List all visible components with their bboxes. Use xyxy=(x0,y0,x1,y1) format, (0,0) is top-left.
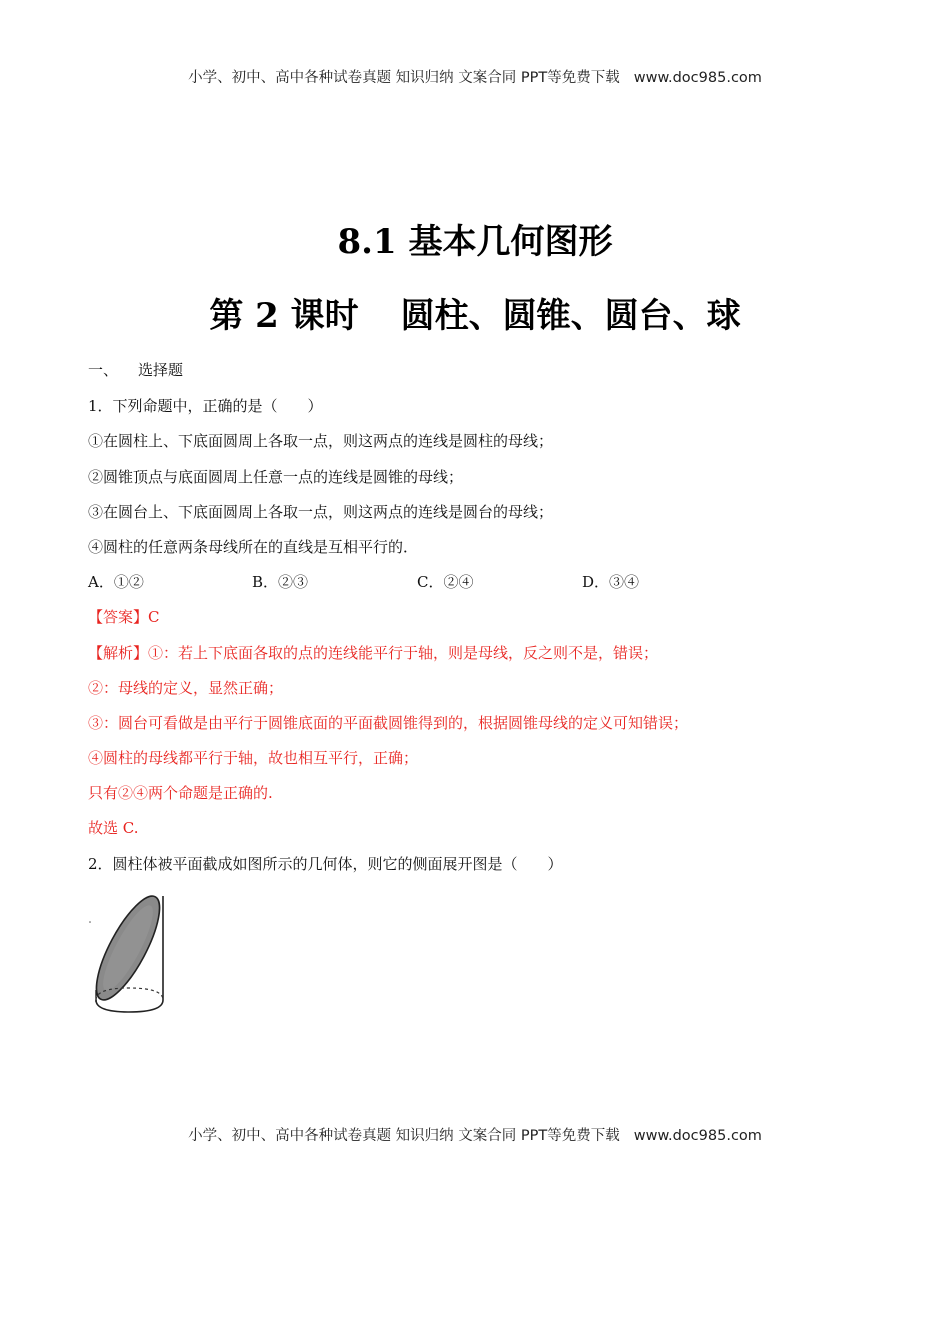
section-heading xyxy=(88,360,183,380)
header-text: 小学、初中、高中各种试卷真题 知识归纳 文案合同 PPT等免费下载 xyxy=(188,70,620,86)
page-header xyxy=(0,66,950,87)
analysis-line-3: ③：圆台可看做是由平行于圆锥底面的平面截圆锥得到的，根据圆锥母线的定义可知错误； xyxy=(88,714,689,732)
main-title: 8.1 基本几何图形 xyxy=(337,222,613,262)
subtitle xyxy=(0,288,950,337)
answer-line: 【答案】C xyxy=(88,608,160,626)
stray-mark xyxy=(89,921,91,923)
page-footer xyxy=(0,1124,950,1145)
option-d: D．③④ xyxy=(582,573,640,591)
base-front-arc xyxy=(96,1000,163,1012)
question-1-stem: 1．下列命题中，正确的是（ ） xyxy=(88,397,323,415)
section-number: 一、 xyxy=(88,361,119,379)
lesson-label: 第 2 课时 xyxy=(209,296,359,336)
question-1-statement-3: ③在圆台上、下底面圆周上各取一点，则这两点的连线是圆台的母线； xyxy=(88,503,554,521)
question-1-statement-2: ②圆锥顶点与底面圆周上任意一点的连线是圆锥的母线； xyxy=(88,468,464,486)
section-label: 选择题 xyxy=(138,361,184,379)
question-2-stem: 2．圆柱体被平面截成如图所示的几何体，则它的侧面展开图是（ ） xyxy=(88,855,563,873)
analysis-line-4: ④圆柱的母线都平行于轴，故也相互平行，正确； xyxy=(88,749,419,767)
analysis-line-1: 【解析】①：若上下底面各取的点的连线能平行于轴，则是母线，反之则不是，错误； xyxy=(88,644,659,662)
footer-text: 小学、初中、高中各种试卷真题 知识归纳 文案合同 PPT等免费下载 xyxy=(188,1128,620,1144)
cut-plane-shape xyxy=(86,890,171,1008)
header-url[interactable]: www.doc985.com xyxy=(633,70,762,86)
option-b: B．②③ xyxy=(252,573,309,591)
option-c: C．②④ xyxy=(417,573,474,591)
footer-url[interactable]: www.doc985.com xyxy=(633,1128,762,1144)
analysis-line-5: 只有②④两个命题是正确的. xyxy=(88,784,273,802)
question-1-statement-4: ④圆柱的任意两条母线所在的直线是互相平行的． xyxy=(88,538,419,556)
truncated-cylinder-figure xyxy=(86,890,176,1016)
analysis-line-2: ②：母线的定义，显然正确； xyxy=(88,679,284,697)
lesson-topic: 圆柱、圆锥、圆台、球 xyxy=(400,296,741,336)
analysis-line-6: 故选 C. xyxy=(88,819,139,837)
option-a: A．①② xyxy=(88,573,144,591)
question-1-statement-1: ①在圆柱上、下底面圆周上各取一点，则这两点的连线是圆柱的母线； xyxy=(88,432,554,450)
